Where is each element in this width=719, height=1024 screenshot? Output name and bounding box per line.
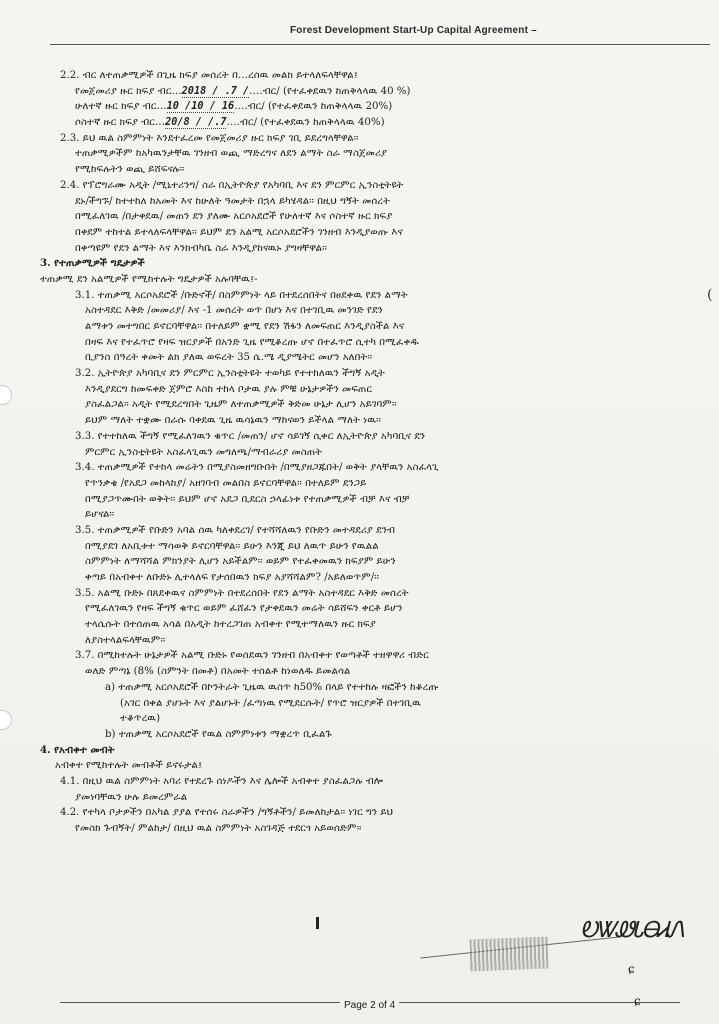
clause-3-3: 3.3. የተተከለዉ ችግኝ የሚፈለገዉን ቁጥር /መጠን/ ሆኖ ሳይገኝ ሲቀር ለኢትዮጵያ አካባቢና ደን	[75, 430, 426, 442]
clause-line: የመስክ ጉብኝት/ ምልከታ/ በዚህ ዉል ስምምነት አስገዳጅ ተደርጎ አይወሰድም፡፡	[75, 823, 362, 834]
ink-mark: ɕ	[628, 962, 635, 976]
section-4-heading: 4. የአብቀተ መብት	[40, 743, 115, 756]
clause-line: እንዲያደርግ ከመፍቀድ ጀምሮ እስከ ተከላ ቦታዉ ያሉ ምቹ ሁኔታዎችን መፍጠር	[85, 383, 373, 395]
page-number: Page 2 of 4	[340, 1000, 399, 1011]
clause-line: የሚፈለገዉን የዛፍ ችግኝ ቁጥር ወይም ፈሸፈን የታቀደዉን መሬት ሳይሸፍን ቀርቶ ይሆን	[85, 603, 403, 615]
ink-mark: ɕ	[634, 994, 641, 1008]
handwritten-date: 20/8 / /.7	[165, 117, 227, 129]
clause-2-2: 2.2. ብር ለተጠቃሚዎች በጊዜ ክፍያ መሰረት በ…ረሰዉ መልክ ይተላለፍላቸዋል፤	[60, 70, 358, 81]
clause-line: ያመነባቸዉን ሁሉ ይመረምራል	[75, 791, 188, 803]
clause-line: ተላሴሱት በተሰጠዉ አሳል በአዲት ከተረጋገጠ አብቀተ የሚተማለዉን ዙር ክፍያ	[85, 619, 376, 631]
clause-line: ስምምነት ለማሻሻል ምክንያት ሊሆን አይችልም፡፡ ወይም የተፈቀመዉን ክፍያም ይሁን	[85, 556, 396, 568]
clause-line: ያስፈልጋል፡፡ አዲት የሚደረግበት ጊዜም ለተጠቃሚዎች ቅድመ ሁኔታ ሊሆን አይገባም፡፡	[85, 399, 397, 411]
clause-2-4: 2.4. የፕሮግራሙ አዲት /ሚኒተሪንግ/ ስራ በኢትዮጵያ የአካባቢ እና ደን ምርምር ኢንስቲትዩት	[60, 179, 404, 191]
document-header: Forest Development Start-Up Capital Agreement –	[290, 25, 537, 36]
handwritten-date: 2018 / .7 /	[181, 85, 250, 97]
payment-line-second: ሁለተኛ ዙር ክፍያ ብር…10 /10 / 16….ብር/ (የተፈቀደዉን ከጠቅላላዉ 20%)	[75, 101, 393, 113]
clause-line: በቀደም ተከተል ይተላለፍላቸዋል፡፡ ይህም ደን አልሚ አርሶአደሮችን ገንዘብ እንዲያወጡ እና	[75, 226, 403, 238]
punch-hole	[0, 710, 12, 730]
clause-line: የሚከፍሉትን ወጪ ይሸፍናሉ፡፡	[75, 164, 185, 176]
clause-line: በሚያደገ ለአቢቱተ ማሳወቅ ይኖርባቸዋል፡፡ ይሁን እንጂ ይህ ለዉጥ ይሁን የዉልል	[85, 540, 379, 552]
clause-line: በሚፈለገዉ /በታቀደዉ/ መጠን ደን ያለሙ አርሶአደሮች የሁለተኛ እና ሶስተኛ ዙር ክፍያ	[75, 211, 393, 223]
sub-item-b: b) ተጠቃሚ አርሶአደሮች የዉል ስምምነቱን ማቋረጥ ቢፈልጉ	[105, 728, 332, 740]
clause-line: ምርምር ኢንስቲትዩት አስፈላጊዉን መግለጫ/ማብራሪያ መስጠት	[85, 446, 323, 458]
clause-4-1: 4.1. በዚህ ዉል ስምምነት አባሪ የተደረጉ ሰነዶችን እና ሌሎች አብቀተ ያስፈልጋሉ ብሎ	[60, 775, 384, 787]
clause-line: ይሆናል፡፡	[85, 509, 115, 521]
signature-image: ᎧᏔᏪᏓᎾᏗᏁ	[580, 918, 683, 943]
clause-line: ተጠቃሚዎችም ከአካዉንታቸዉ ገንዘብ ወጪ ማድረግና ለደን ልማት ስራ ማስጀመሪያ	[75, 148, 388, 160]
clause-line: አስተዳደር እቅድ /መመሪያ/ እና -1 መሰረት ወጥ በሆነ እና በተገቢዉ መንገድ የደን	[85, 305, 383, 317]
margin-mark: (	[707, 287, 713, 303]
clause-3-2: 3.2. ኢትዮጵያ አካባቢና ደን ምርምር ኢንስቲትዩት ተወካይ የተተከለዉን ችግኝ አዲት	[75, 368, 385, 380]
clause-line: የጥንቃቄ /የአደጋ መከላከያ/ አዘገባብ መልበስ ይኖርባቸዋል፡፡ በተለይም ደንጋይ	[85, 477, 367, 489]
clause-line: ይህም ማለት ተቋሙ በራሱ ባቀደዉ ጊዜ ዉሳኔዉን ማከናወን ይችላል ማለት ነዉ፡፡	[85, 415, 381, 427]
stamp-image	[469, 937, 548, 972]
clause-line: ለያስተላልፍላቸዉም፡፡	[85, 634, 166, 646]
clause-line: በሚያጋጥሙበት ወቅት፡፡ ይህም ሆኖ አደጋ ቢደርስ ኃላፊነቱ የተጠቃሚዎች ብቻ እና ብቻ	[85, 493, 410, 505]
clause-3-7: 3.7. በሚከተሉት ሁኔታዎች አልሚ ቡድኑ የወሰደዉን ገንዘብ በአብቀተ የወጣቶች ተዘዋዋሪ ብድር	[75, 650, 429, 662]
payment-line-third: ሶስተኛ ዙር ክፍያ ብር…20/8 / /.7….ብር/ (የተፈቀደዉን ከጠቅላላዉ 40%)	[75, 117, 385, 129]
clause-2-3: 2.3. ይህ ዉል ስምምነት እንደተፈረመ የመጀመሪያ ዙር ክፍያ ገቢ ይደረግላቸዋል፡፡	[60, 132, 359, 144]
payment-line-first: የመጀመሪያ ዙር ክፍያ ብር…2018 / .7 /….ብር/ (የተፈቀደዉን ከጠቅላላዉ 40 %)	[75, 85, 411, 97]
clause-line: በዛፍ እና የተፈጥሮ የዛፍ ዝርያዎች በአንድ ጊዜ የሚቆረጡ ሆኖ በተፈጥሮ ሲተካ በሚፈቀዱ	[85, 336, 419, 348]
document-body	[30, 68, 690, 837]
ink-mark	[316, 917, 319, 929]
clause-line: ወለድ ምጣኔ (8% (ስምንት በመቶ) በአመት ተሰልቶ ከነወለዱ ይመልሳል	[85, 666, 351, 678]
sub-item-a: a) ተጠቃሚ አርሶአደሮች በኮንትራት ጊዜዉ ዉስጥ ከ50% በላይ የተተከሉ ዛፎችን ከቆረጡ	[105, 681, 439, 693]
clause-line: በቀጣዩም የደን ልማት እና እንክብካቤ ስራ እንዲያከናዉኑ ያግዛቸዋል፡፡	[75, 242, 327, 254]
section-3-heading: 3. የተጠቃሚዎች ግዴታዎች	[40, 257, 145, 270]
clause-3-1: 3.1. ተጠቃሚ አርሶአደሮች /ቡድኖች/ በስምምነት ላይ በተደረሰበትና በፀደቀዉ የደን ልማት	[75, 289, 408, 301]
clause-3-5: 3.5. ተጠቃሚዎች የቡድን አባል ሰዉ ካለቀደረገ/ የተሻሻለዉን የቡድን መተዳደሪያ ደንብ	[75, 524, 396, 536]
clause-line: ተቆጥረዉ)	[120, 713, 161, 725]
punch-hole	[0, 385, 12, 405]
clause-line: ቢያንስ በዓረት ቀመት ልክ ያለዉ ወፍረት 35 ሴ.ሜ ዲያሜትር መሆን አለበት፡፡	[85, 352, 373, 364]
handwritten-date: 10 /10 / 16	[166, 101, 235, 113]
section-4-intro: አብቀተ የሚከተሉት መብቶች ይኖሩታል፤	[55, 760, 203, 772]
header-rule	[50, 44, 710, 45]
clause-line: (አገር በቀል ያሆኑት እና ያልሆኑት /ፈጣነዉ የሚደርሱት/ የጥሮ ዝርያዎች በተገቢዉ	[120, 697, 421, 709]
clause-line: ቀጣይ በአብቀተ ለቡድኑ ሊተላለፍ የታሰበዉን ክፍያ አያሻሻልም? /አይለወጥም/፡፡	[85, 572, 379, 583]
clause-line: ልማቱን መተግበር ይኖርባቸዋል፡፡ በተለይም ቋሚ የደን ሽፋን ለመፍጠር እንዲያስችል እና	[85, 321, 405, 332]
section-3-intro: ተጠቃሚ ደን አልሚዎች የሚከተሉት ግዴታዎች አሉባቸዉ፤-	[40, 273, 258, 285]
clause-4-2: 4.2. የተካላ ቦታዎችን በአካል ያያል የተሰሩ ስራዎችን /ግኝቶችን/ ይመለከታል፡፡ ነገር ግን ይህ	[60, 807, 394, 819]
clause-3-4: 3.4. ተጠቃሚዎች የተከላ መሬትን በሚያስመዘግቡበት /በሚያዘጋጁበት/ ወቅት ያላቸዉን አስፈላጊ	[75, 462, 439, 474]
clause-line: ደኑ/ችግኙ/ ከተተከለ ከአመት እና ከሁለት ዓመታት በኋላ ይካሄዳል፡፡ በዚህ ግኝት መሰረት	[75, 195, 390, 207]
clause-3-5b: 3.5. አልሚ ቡድኑ በጸደቀዉና ስምምነት በተደረሰበት የደን ልማት አስተዳደር እቅድ መሰረት	[75, 587, 409, 599]
